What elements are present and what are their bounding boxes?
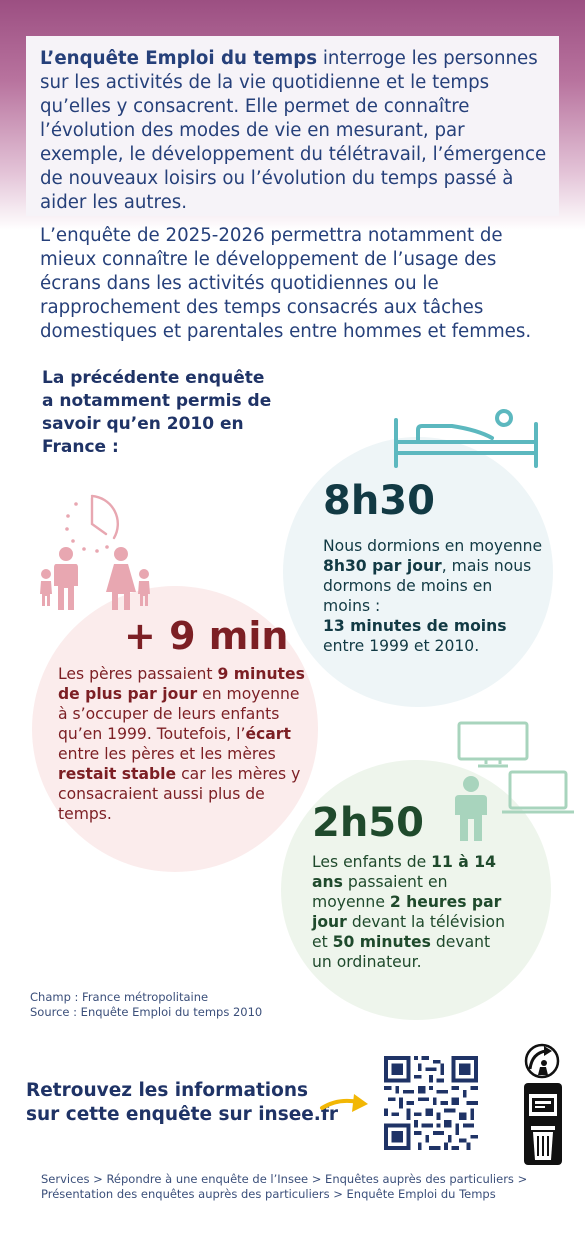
survey-2025-paragraph: L’enquête de 2025-2026 permettra notamment de mieux connaître le développement de l’usage des écrans dans les activités quotidiennes ou le rapprochement des temps consacrés aux tâches domestiques et parentales entre hommes et femmes.	[40, 225, 532, 342]
child-icon	[451, 775, 491, 841]
sleep-t1: Nous dormions en moyenne	[323, 537, 543, 555]
kids-t2: passaient en moyenne	[312, 873, 448, 911]
lead-text: La précédente enquête a notamment permis de savoir qu’en 2010 en France :	[42, 368, 272, 457]
cta-line1: Retrouvez les informations	[26, 1080, 309, 1101]
fathers-t2: en moyenne à s’occuper de leurs enfants qu’en 1999. Toutefois, l’	[58, 685, 300, 743]
kids-text	[312, 852, 512, 972]
sleep-figure: 8h30	[323, 478, 435, 524]
fathers-b3: restait stable	[58, 765, 177, 783]
fathers-t4: car les mères y consacraient aussi plus de temps.	[58, 765, 301, 823]
family-icon	[38, 546, 156, 610]
fathers-b1: 9 minutes de plus par jour	[58, 665, 305, 703]
kids-t1: Les enfants de	[312, 853, 432, 871]
kids-figure: 2h50	[312, 800, 424, 846]
scope-note: Champ : France métropolitaine	[30, 990, 209, 1004]
intro-text: interroge les personnes sur les activités de la vie quotidienne et le temps qu’elles y consacrent. Elle permet de connaître l’évolution des modes de vie en mesurant, par exemple, le développement du télétravail, l’émergence de nouveaux loisirs ou l’évolution du temps passé à aider les autres.	[40, 48, 547, 213]
qr-code[interactable]	[384, 1056, 478, 1150]
cta-text	[26, 1079, 338, 1127]
fathers-t1: Les pères passaient	[58, 665, 218, 683]
bed-icon	[392, 408, 540, 470]
arrow-icon	[318, 1092, 372, 1118]
kids-b2: 2 heures par jour	[312, 893, 502, 931]
sleep-t2: , mais nous dormons de moins en moins :	[323, 557, 532, 615]
cta-line2: sur cette enquête sur insee.fr	[26, 1104, 339, 1125]
sleep-t3: entre 1999 et 2010.	[323, 637, 480, 655]
recycling-icon	[524, 1043, 562, 1079]
sleep-text	[323, 536, 543, 656]
breadcrumb-line2[interactable]: Présentation des enquêtes auprès des particuliers > Enquête Emploi du Temps	[41, 1187, 496, 1201]
intro-title: L’enquête Emploi du temps	[40, 48, 318, 69]
fathers-t3: entre les pères et les mères	[58, 745, 276, 763]
kids-b3: 50 minutes	[332, 933, 431, 951]
source-notes	[30, 990, 262, 1020]
intro-paragraph	[40, 47, 552, 215]
kids-t3: devant la télévision et	[312, 913, 505, 951]
sleep-b1: 8h30 par jour	[323, 557, 442, 575]
source-note: Source : Enquête Emploi du temps 2010	[30, 1005, 263, 1019]
breadcrumb[interactable]	[41, 1172, 561, 1202]
fathers-text	[58, 664, 308, 824]
paper-bin-icon	[523, 1082, 563, 1166]
kids-b1: 11 à 14 ans	[312, 853, 496, 891]
kids-t4: devant un ordinateur.	[312, 933, 491, 971]
breadcrumb-line1[interactable]: Services > Répondre à une enquête de l’Insee > Enquêtes auprès des particuliers >	[41, 1172, 528, 1186]
fathers-figure: + 9 min	[124, 614, 289, 658]
fathers-b2: écart	[245, 725, 291, 743]
sleep-b2: 13 minutes de moins	[323, 617, 507, 635]
